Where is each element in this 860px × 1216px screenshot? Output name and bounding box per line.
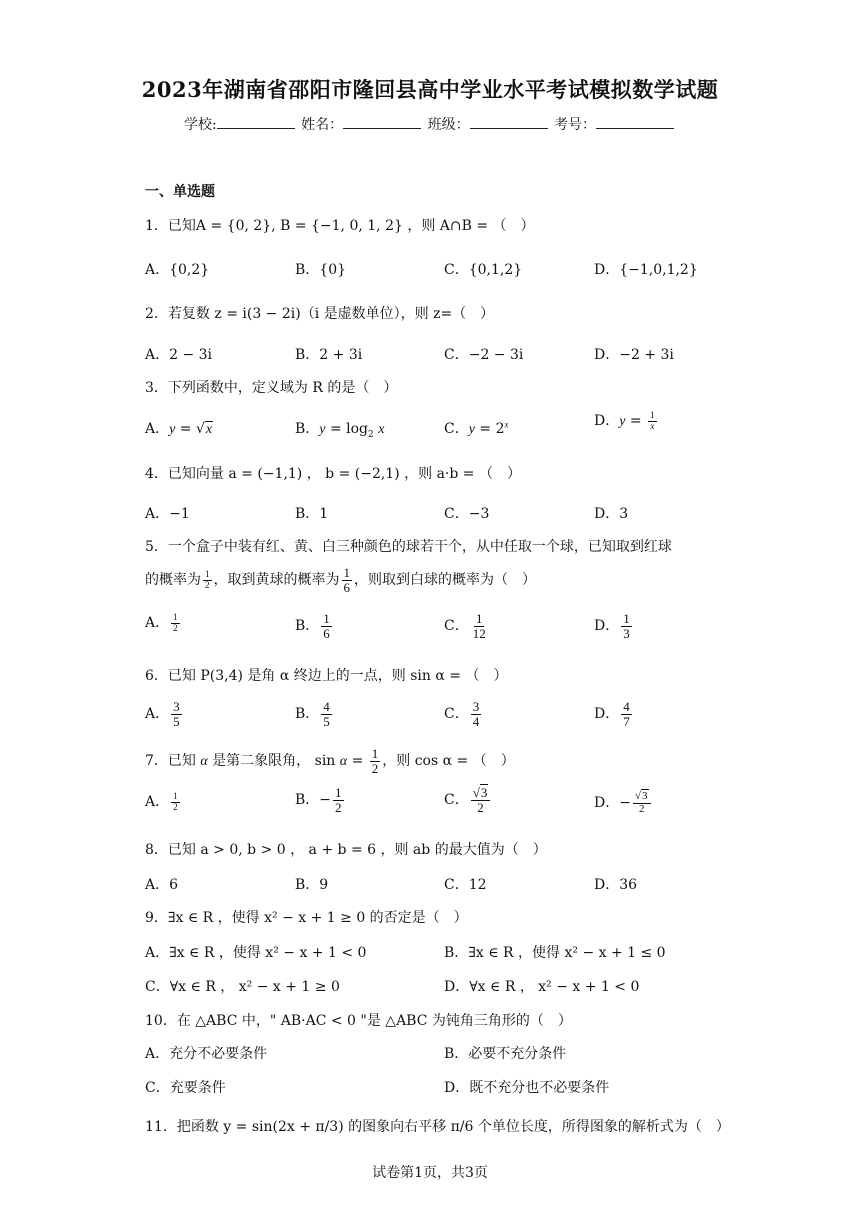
question-4: 4．已知向量 a = (−1,1) ， b = (−2,1) ，则 a·b = （ ） xyxy=(145,466,521,482)
q9-option-c[interactable]: C．∀x ∈ R ， x² − x + 1 ≥ 0 xyxy=(145,979,340,995)
name-label: 姓名： xyxy=(301,117,344,133)
q1-option-c[interactable]: C．{0,1,2} xyxy=(444,262,523,278)
q8-option-b[interactable]: B．9 xyxy=(295,877,329,893)
q7-option-b[interactable]: B．− $\frac{1}{2}$ xyxy=(295,785,342,815)
q10-option-c[interactable]: C．充要条件 xyxy=(145,1080,226,1096)
q2-option-d[interactable]: D．−2 + 3i xyxy=(594,347,674,363)
q9-option-a[interactable]: A．∃x ∈ R ，使得 x² − x + 1 < 0 xyxy=(145,945,367,961)
question-5-line-2: 的概率为 $\frac{1}{2}$ ，取到黄球的概率为 $\frac{1}{6}$ ，则取到白球的概率为（ ） xyxy=(145,565,536,595)
q2-option-c[interactable]: C．−2 − 3i xyxy=(444,347,524,363)
q3-option-c[interactable]: C．$y = 2^x$ xyxy=(444,419,509,437)
question-5: 5．一个盒子中装有红、黄、白三种颜色的球若干个，从中任取一个球，已知取到红球 xyxy=(145,539,672,555)
q6-option-d[interactable]: D． $\frac{4}{7}$ xyxy=(594,699,630,729)
q6-option-b[interactable]: B． $\frac{4}{5}$ xyxy=(295,699,330,729)
section-heading: 一、单选题 xyxy=(145,184,215,200)
question-10: 10．在 △ABC 中，" AB·AC < 0 "是 △ABC 为钝角三角形的（ ） xyxy=(145,1013,572,1029)
q4-option-d[interactable]: D．3 xyxy=(594,506,629,522)
q10-option-b[interactable]: B．必要不充分条件 xyxy=(444,1046,567,1062)
q7-option-c[interactable]: C． $\frac{√3}{2}$ xyxy=(444,786,492,814)
q4-option-b[interactable]: B．1 xyxy=(295,506,329,522)
q1-option-a[interactable]: A．{0,2} xyxy=(145,262,210,278)
q7-option-d[interactable]: D．− $\frac{√3}{2}$ xyxy=(594,791,653,815)
question-6: 6．已知 P(3,4) 是角 α 终边上的一点，则 sin α = （ ） xyxy=(145,668,508,684)
page-footer: 试卷第1页，共3页 xyxy=(372,1165,488,1181)
q5-option-a[interactable]: A． $\frac{1}{2}$ xyxy=(145,612,178,633)
question-7: 7．已知 α 是第二象限角， sin α = $\frac{1}{2}$ ，则 cos α = （ ） xyxy=(145,746,515,776)
q1-option-d[interactable]: D．{−1,0,1,2} xyxy=(594,262,698,278)
question-1: 1．已知A = {0, 2}, B = {−1, 0, 1, 2} ，则 A∩B = （ ） xyxy=(145,218,535,234)
class-label: 班级： xyxy=(427,117,470,133)
student-info-line xyxy=(0,114,860,134)
q4-option-a[interactable]: A．−1 xyxy=(145,506,190,522)
name-blank[interactable] xyxy=(343,116,421,129)
q6-option-c[interactable]: C． $\frac{3}{4}$ xyxy=(444,699,480,729)
q8-option-d[interactable]: D．36 xyxy=(594,877,638,893)
question-9: 9．∃x ∈ R ，使得 x² − x + 1 ≥ 0 的否定是（ ） xyxy=(145,910,468,926)
q5-option-c[interactable]: C． $\frac{1}{12}$ xyxy=(444,611,486,641)
school-label: 学校: xyxy=(183,117,217,133)
q10-option-a[interactable]: A．充分不必要条件 xyxy=(145,1046,268,1062)
question-11: 11．把函数 y = sin(2x + π/3) 的图象向右平移 π/6 个单位长度，所得图象的解析式为（ ） xyxy=(145,1119,730,1135)
exam-no-blank[interactable] xyxy=(596,116,674,129)
school-blank[interactable] xyxy=(217,116,295,129)
q5-option-b[interactable]: B． $\frac{1}{6}$ xyxy=(295,611,330,641)
q3-option-d[interactable]: D．y = $\frac{1}{x}$ xyxy=(594,410,655,431)
q7-option-a[interactable]: A． $\frac{1}{2}$ xyxy=(145,791,178,812)
exam-title: 2023年湖南省邵阳市隆回县高中学业水平考试模拟数学试题 xyxy=(141,77,719,102)
q2-option-a[interactable]: A．2 − 3i xyxy=(145,347,213,363)
q10-option-d[interactable]: D．既不充分也不必要条件 xyxy=(444,1080,610,1096)
q3-option-a[interactable]: A．y = √x xyxy=(145,421,213,437)
exam-no-label: 考号： xyxy=(554,117,597,133)
q1-option-b[interactable]: B．{0} xyxy=(295,262,347,278)
q9-option-b[interactable]: B．∃x ∈ R ，使得 x² − x + 1 ≤ 0 xyxy=(444,945,666,961)
q8-option-a[interactable]: A．6 xyxy=(145,877,179,893)
q3-option-b[interactable]: B．$y = \log_2 x$ xyxy=(295,421,385,440)
q8-option-c[interactable]: C．12 xyxy=(444,877,487,893)
class-blank[interactable] xyxy=(470,116,548,129)
q4-option-c[interactable]: C．−3 xyxy=(444,506,490,522)
question-2: 2．若复数 z = i(3 − 2i)（i 是虚数单位），则 z=（ ） xyxy=(145,306,495,322)
q2-option-b[interactable]: B．2 + 3i xyxy=(295,347,363,363)
q6-option-a[interactable]: A． $\frac{3}{5}$ xyxy=(145,699,180,729)
question-8: 8．已知 a > 0, b > 0 ， a + b = 6 ，则 ab 的最大值为（ ） xyxy=(145,842,547,858)
question-3: 3．下列函数中，定义域为 R 的是（ ） xyxy=(145,380,398,396)
q5-option-d[interactable]: D． $\frac{1}{3}$ xyxy=(594,611,630,641)
q9-option-d[interactable]: D．∀x ∈ R ， x² − x + 1 < 0 xyxy=(444,979,640,995)
